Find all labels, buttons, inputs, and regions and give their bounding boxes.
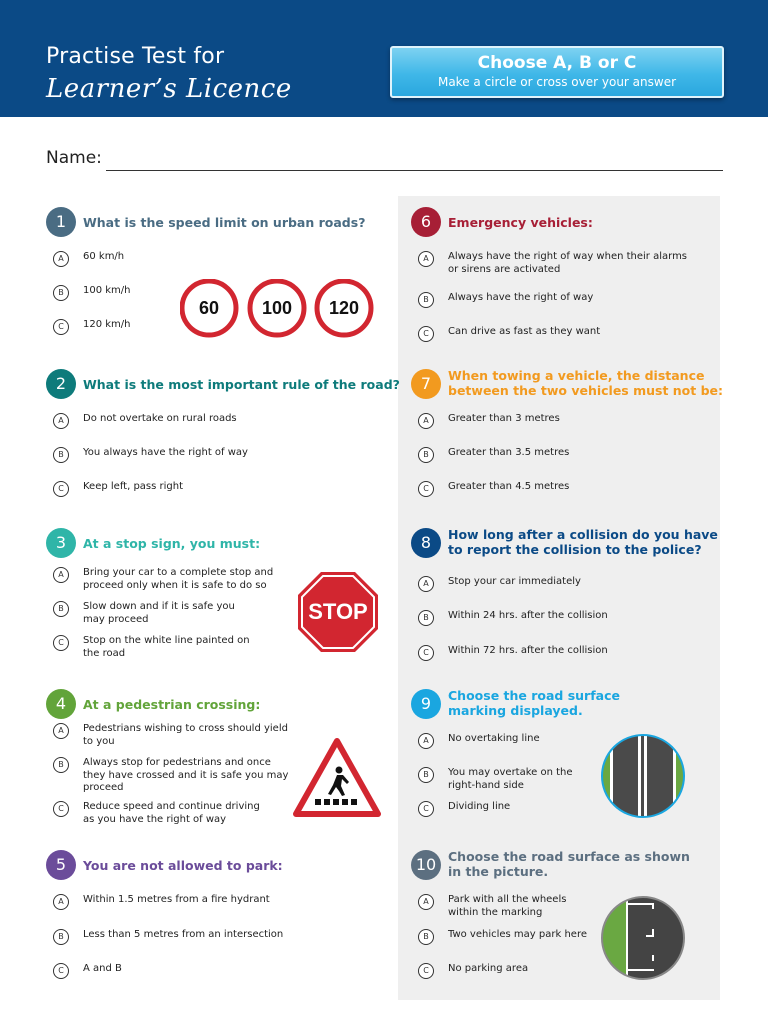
- question-6-option-c-marker[interactable]: C: [418, 326, 434, 342]
- question-7-option-a-text[interactable]: Greater than 3 metres: [448, 413, 560, 424]
- question-5-option-b-text[interactable]: Less than 5 metres from an intersection: [83, 929, 284, 940]
- question-1-option-b-marker[interactable]: B: [53, 285, 69, 301]
- question-2-option-c-marker[interactable]: C: [53, 481, 69, 497]
- question-1-option-c-marker[interactable]: C: [53, 319, 69, 335]
- header-banner: [0, 0, 768, 117]
- question-10-option-b-marker[interactable]: B: [418, 929, 434, 945]
- right-column-panel: [398, 196, 720, 1000]
- question-8-option-c-marker[interactable]: C: [418, 645, 434, 661]
- question-1-text: What is the speed limit on urban roads?: [83, 215, 366, 230]
- instruction-subtitle: Make a circle or cross over your answer: [437, 75, 677, 89]
- question-3-option-c-text[interactable]: Stop on the white line painted on the road: [83, 635, 250, 659]
- question-4-option-a-marker[interactable]: A: [53, 723, 69, 739]
- speed-60-label: 60: [198, 298, 220, 318]
- question-9-option-c-marker[interactable]: C: [418, 801, 434, 817]
- question-7-option-c-marker[interactable]: C: [418, 481, 434, 497]
- question-1-option-a-text[interactable]: 60 km/h: [83, 251, 125, 262]
- road-marking-no-overtaking-image: [600, 733, 686, 819]
- title-line-2: Learner’s Licence: [46, 74, 292, 104]
- question-7-text: When towing a vehicle, the distance between the two vehicles must not be:: [448, 368, 724, 398]
- question-10-option-c-marker[interactable]: C: [418, 963, 434, 979]
- question-4-text: At a pedestrian crossing:: [83, 697, 261, 712]
- question-2-option-c-text[interactable]: Keep left, pass right: [83, 481, 184, 492]
- question-9-option-c-text[interactable]: Dividing line: [448, 801, 511, 812]
- question-8-number-badge: 8: [411, 528, 441, 558]
- question-5-option-c-text[interactable]: A and B: [83, 963, 122, 974]
- question-2-option-a-text[interactable]: Do not overtake on rural roads: [83, 413, 237, 424]
- instruction-box: [390, 46, 724, 98]
- name-label: Name:: [46, 148, 102, 168]
- question-7-option-b-text[interactable]: Greater than 3.5 metres: [448, 447, 570, 458]
- question-5-option-a-marker[interactable]: A: [53, 894, 69, 910]
- question-2-option-b-marker[interactable]: B: [53, 447, 69, 463]
- question-6-text: Emergency vehicles:: [448, 215, 593, 230]
- question-8-option-b-marker[interactable]: B: [418, 610, 434, 626]
- question-3-option-a-text[interactable]: Bring your car to a complete stop and proceed only when it is safe to do so: [83, 567, 274, 591]
- question-3-option-b-marker[interactable]: B: [53, 601, 69, 617]
- speed-limit-signs: [180, 279, 376, 339]
- question-9-option-a-marker[interactable]: A: [418, 733, 434, 749]
- question-3-text: At a stop sign, you must:: [83, 536, 261, 551]
- question-3-option-c-marker[interactable]: C: [53, 635, 69, 651]
- question-8-option-a-marker[interactable]: A: [418, 576, 434, 592]
- instruction-title: Choose A, B or C: [477, 53, 637, 73]
- stop-sign-label: STOP: [308, 599, 368, 624]
- question-10-option-b-text[interactable]: Two vehicles may park here: [448, 929, 587, 940]
- question-3-number-badge: 3: [46, 528, 76, 558]
- question-1-option-c-text[interactable]: 120 km/h: [83, 319, 131, 330]
- question-5-option-a-text[interactable]: Within 1.5 metres from a fire hydrant: [83, 894, 270, 905]
- question-7-option-b-marker[interactable]: B: [418, 447, 434, 463]
- question-9-text: Choose the road surface marking displayed.: [448, 688, 620, 718]
- question-4-option-b-marker[interactable]: B: [53, 757, 69, 773]
- speed-100-label: 100: [261, 298, 293, 318]
- question-4-option-c-text[interactable]: Reduce speed and continue driving as you have the right of way: [83, 801, 260, 825]
- name-field[interactable]: [106, 170, 723, 171]
- question-8-option-c-text[interactable]: Within 72 hrs. after the collision: [448, 645, 608, 656]
- question-7-option-c-text[interactable]: Greater than 4.5 metres: [448, 481, 570, 492]
- question-5-option-b-marker[interactable]: B: [53, 929, 69, 945]
- question-9-option-b-marker[interactable]: B: [418, 767, 434, 783]
- question-6-number-badge: 6: [411, 207, 441, 237]
- pedestrian-crossing-sign: [293, 738, 381, 818]
- question-9-option-a-text[interactable]: No overtaking line: [448, 733, 540, 744]
- question-4-option-c-marker[interactable]: C: [53, 801, 69, 817]
- question-10-option-c-text[interactable]: No parking area: [448, 963, 529, 974]
- speed-limit-100-sign: [250, 281, 304, 335]
- question-10-number-badge: 10: [411, 850, 441, 880]
- speed-120-label: 120: [328, 298, 360, 318]
- question-2-option-b-text[interactable]: You always have the right of way: [83, 447, 248, 458]
- question-6-option-b-marker[interactable]: B: [418, 292, 434, 308]
- question-2-option-a-marker[interactable]: A: [53, 413, 69, 429]
- stop-sign: [296, 570, 380, 654]
- question-5-number-badge: 5: [46, 850, 76, 880]
- question-5-option-c-marker[interactable]: C: [53, 963, 69, 979]
- question-4-option-b-text[interactable]: Always stop for pedestrians and once they have crossed and it is safe you may proceed: [83, 757, 289, 793]
- question-4-number-badge: 4: [46, 689, 76, 719]
- question-3-option-a-marker[interactable]: A: [53, 567, 69, 583]
- question-8-option-b-text[interactable]: Within 24 hrs. after the collision: [448, 610, 608, 621]
- question-7-number-badge: 7: [411, 369, 441, 399]
- question-1-option-a-marker[interactable]: A: [53, 251, 69, 267]
- title-line-1: Practise Test for: [46, 44, 225, 69]
- question-6-option-b-text[interactable]: Always have the right of way: [448, 292, 594, 303]
- question-5-text: You are not allowed to park:: [83, 858, 283, 873]
- question-10-option-a-text[interactable]: Park with all the wheels within the marking: [448, 894, 567, 918]
- question-1-number-badge: 1: [46, 207, 76, 237]
- question-7-option-a-marker[interactable]: A: [418, 413, 434, 429]
- road-marking-parking-image: [600, 895, 686, 981]
- speed-limit-120-sign: [317, 281, 371, 335]
- question-4-option-a-text[interactable]: Pedestrians wishing to cross should yield to you: [83, 723, 288, 747]
- question-10-option-a-marker[interactable]: A: [418, 894, 434, 910]
- question-6-option-a-text[interactable]: Always have the right of way when their alarms or sirens are activated: [448, 251, 688, 275]
- question-9-number-badge: 9: [411, 689, 441, 719]
- question-1-option-b-text[interactable]: 100 km/h: [83, 285, 131, 296]
- question-8-option-a-text[interactable]: Stop your car immediately: [448, 576, 581, 587]
- question-10-text: Choose the road surface as shown in the picture.: [448, 849, 690, 879]
- question-2-text: What is the most important rule of the road?: [83, 377, 400, 392]
- question-6-option-a-marker[interactable]: A: [418, 251, 434, 267]
- question-8-text: How long after a collision do you have to report the collision to the police?: [448, 527, 718, 557]
- question-9-option-b-text[interactable]: You may overtake on the right-hand side: [448, 767, 573, 791]
- question-6-option-c-text[interactable]: Can drive as fast as they want: [448, 326, 601, 337]
- speed-limit-60-sign: [182, 281, 236, 335]
- question-2-number-badge: 2: [46, 369, 76, 399]
- question-3-option-b-text[interactable]: Slow down and if it is safe you may proceed: [83, 601, 235, 625]
